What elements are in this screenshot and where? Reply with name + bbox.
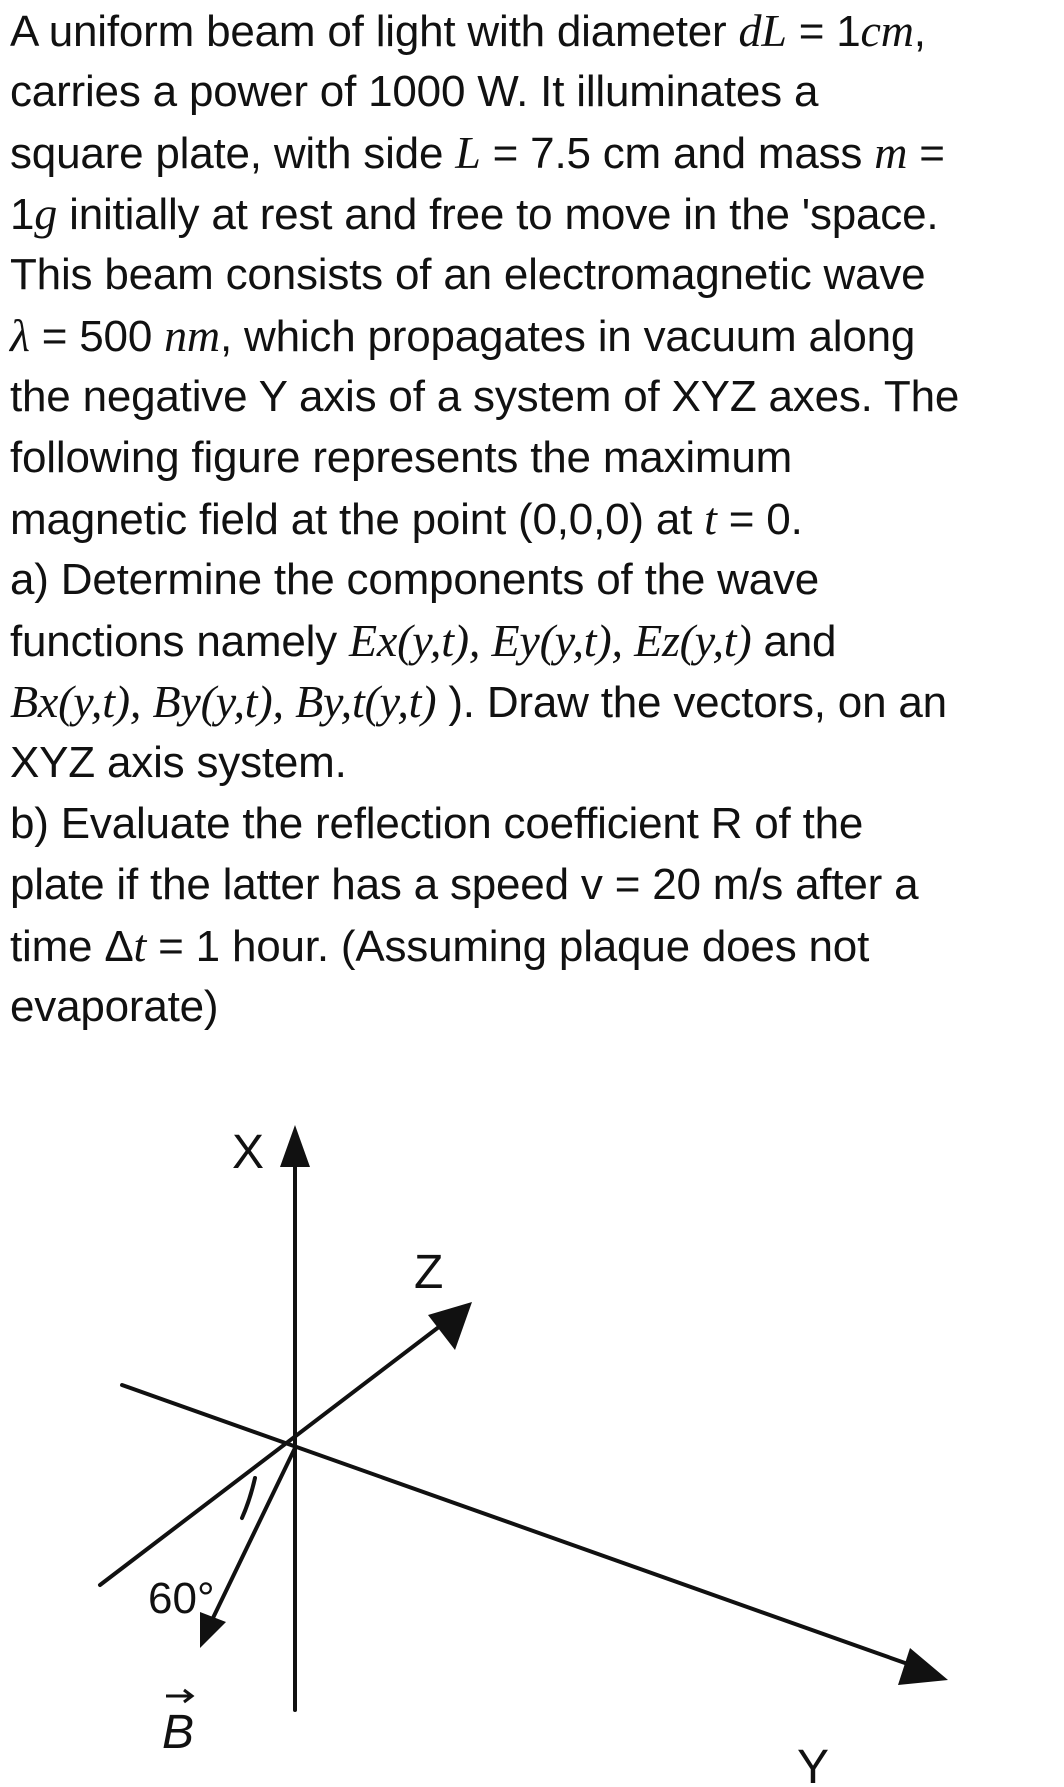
b-vector-label: B	[162, 1706, 195, 1759]
y-axis-label: Y	[797, 1741, 830, 1787]
problem-line: magnetic field at the point (0,0,0) at t = 0.	[10, 493, 803, 544]
angle-label: 60°	[148, 1574, 215, 1623]
problem-line: This beam consists of an electromagnetic wave	[10, 250, 926, 299]
problem-text	[10, 0, 1060, 1037]
problem-line: plate if the latter has a speed v = 20 m/s after a	[10, 860, 919, 909]
x-axis-label: X	[232, 1126, 265, 1179]
problem-line: following figure represents the maximum	[10, 433, 793, 482]
problem-line: Bx(y,t), By(y,t), By,t(y,t) ). Draw the vectors, on an	[10, 676, 947, 727]
z-axis-label: Z	[414, 1246, 444, 1299]
z-axis-arrowhead	[428, 1302, 472, 1350]
x-axis-arrowhead	[280, 1125, 310, 1167]
y-axis-line	[122, 1385, 905, 1663]
axes-diagram	[0, 1100, 1064, 1787]
problem-line: evaporate)	[10, 982, 219, 1031]
problem-line: time Δt = 1 hour. (Assuming plaque does not	[10, 920, 870, 971]
problem-line: carries a power of 1000 W. It illuminates a	[10, 67, 819, 116]
y-axis-arrowhead	[898, 1648, 948, 1685]
problem-line: a) Determine the components of the wave	[10, 555, 820, 604]
problem-line: XYZ axis system.	[10, 738, 347, 787]
b-vector-line	[212, 1448, 295, 1620]
problem-line: square plate, with side L = 7.5 cm and mass m =	[10, 127, 945, 178]
problem-line: b) Evaluate the reflection coefficient R of the	[10, 799, 864, 848]
problem-line: the negative Y axis of a system of XYZ axes. The	[10, 372, 960, 421]
z-axis-line	[100, 1320, 448, 1585]
problem-line: 1g initially at rest and free to move in the 'space.	[10, 188, 939, 239]
problem-line: λ = 500 nm, which propagates in vacuum along	[10, 310, 916, 361]
problem-line: functions namely Ex(y,t), Ey(y,t), Ez(y,t) and	[10, 615, 837, 666]
problem-line: A uniform beam of light with diameter dL = 1cm,	[10, 5, 926, 56]
b-vector-overarrow	[166, 1690, 192, 1702]
angle-arc	[242, 1478, 255, 1518]
